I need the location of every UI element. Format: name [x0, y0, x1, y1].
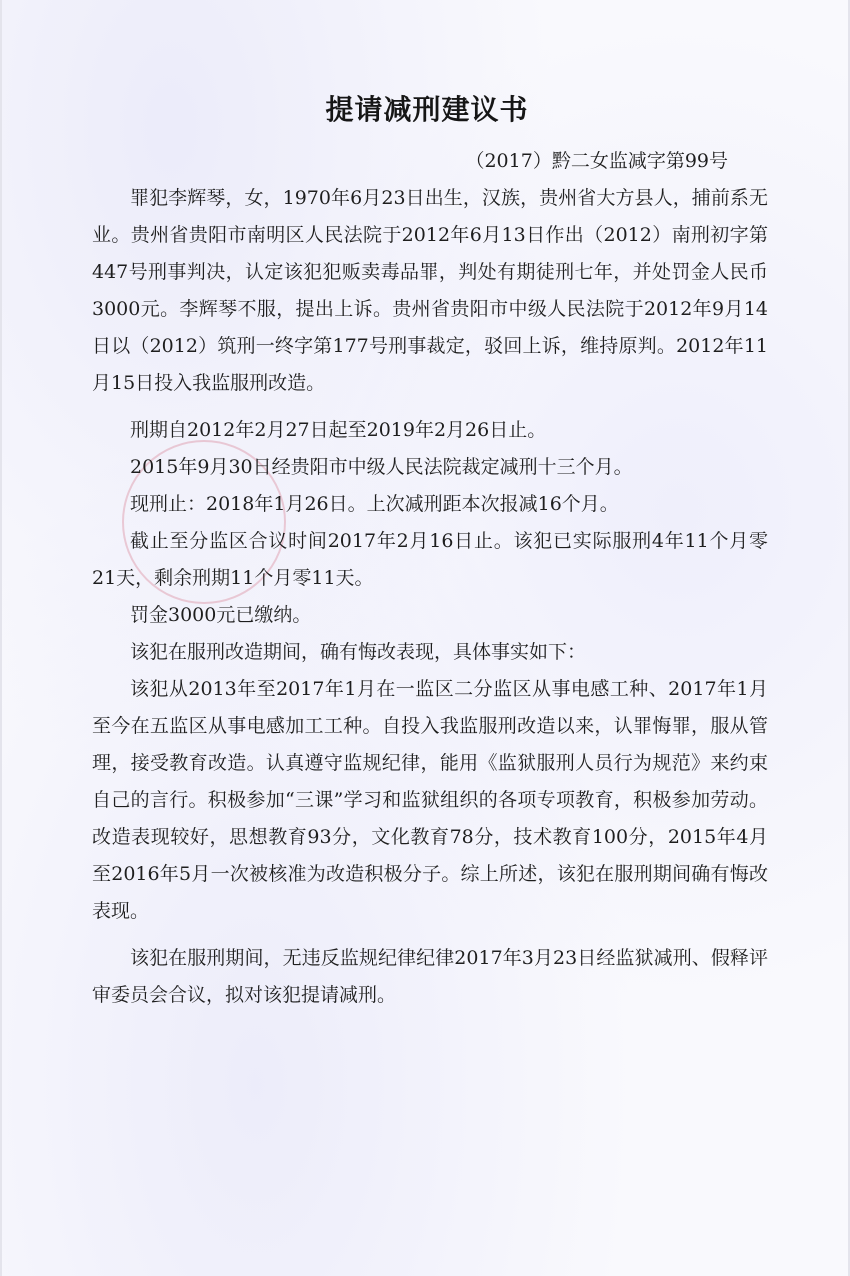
paragraph-repentance-intro: 该犯在服刑改造期间，确有悔改表现，具体事实如下： — [130, 641, 587, 663]
document-number: （2017）黔二女监减字第99号 — [465, 150, 728, 172]
paragraph-sentence-term: 刑期自2012年2月27日起至2019年2月26日止。 — [130, 419, 547, 441]
document-title: 提请减刑建议书 — [325, 93, 529, 126]
paragraph-criminal-info: 罪犯李辉琴，女，1970年6月23日出生，汉族，贵州省大方县人，捕前系无业。贵州省贵阳市南明区人民法院于2012年6月13日作出（2012）南刑初字第447号刑事判决，认定该犯犯贩卖毒品罪，判处有期徒刑七年，并处罚金人民币3000元。李辉琴不服，提出上诉。贵州省贵阳市中级人民法院于2012年9月14日以（2012）筑刑一终字第177号刑事裁定，驳回上诉，维持原判。2012年11月15日投入我监服刑改造。 — [92, 187, 768, 394]
document-body — [92, 180, 768, 1014]
paragraph-current-end: 现刑止：2018年1月26日。上次减刑距本次报减16个月。 — [130, 493, 619, 515]
paragraph-facts: 该犯从2013年至2017年1月在一监区二分监区从事电感工种、2017年1月至今在五监区从事电感加工工种。自投入我监服刑改造以来，认罪悔罪，服从管理，接受教育改造。认真遵守监规纪律，能用《监狱服刑人员行为规范》来约束自己的言行。积极参加“三课”学习和监狱组织的各项专项教育，积极参加劳动。改造表现较好，思想教育93分，文化教育78分，技术教育100分，2015年4月至2016年5月一次被核准为改造积极分子。综上所述，该犯在服刑期间确有悔改表现。 — [92, 678, 768, 922]
paragraph-previous-reduction: 2015年9月30日经贵阳市中级人民法院裁定减刑十三个月。 — [130, 456, 633, 478]
paragraph-time-served: 截止至分监区合议时间2017年2月16日止。该犯已实际服刑4年11个月零21天，剩余刑期11个月零11天。 — [92, 530, 768, 589]
paragraph-conclusion: 该犯在服刑期间，无违反监规纪律纪律2017年3月23日经监狱减刑、假释评审委员会合议，拟对该犯提请减刑。 — [92, 947, 768, 1006]
paragraph-fine-paid: 罚金3000元已缴纳。 — [130, 604, 312, 626]
